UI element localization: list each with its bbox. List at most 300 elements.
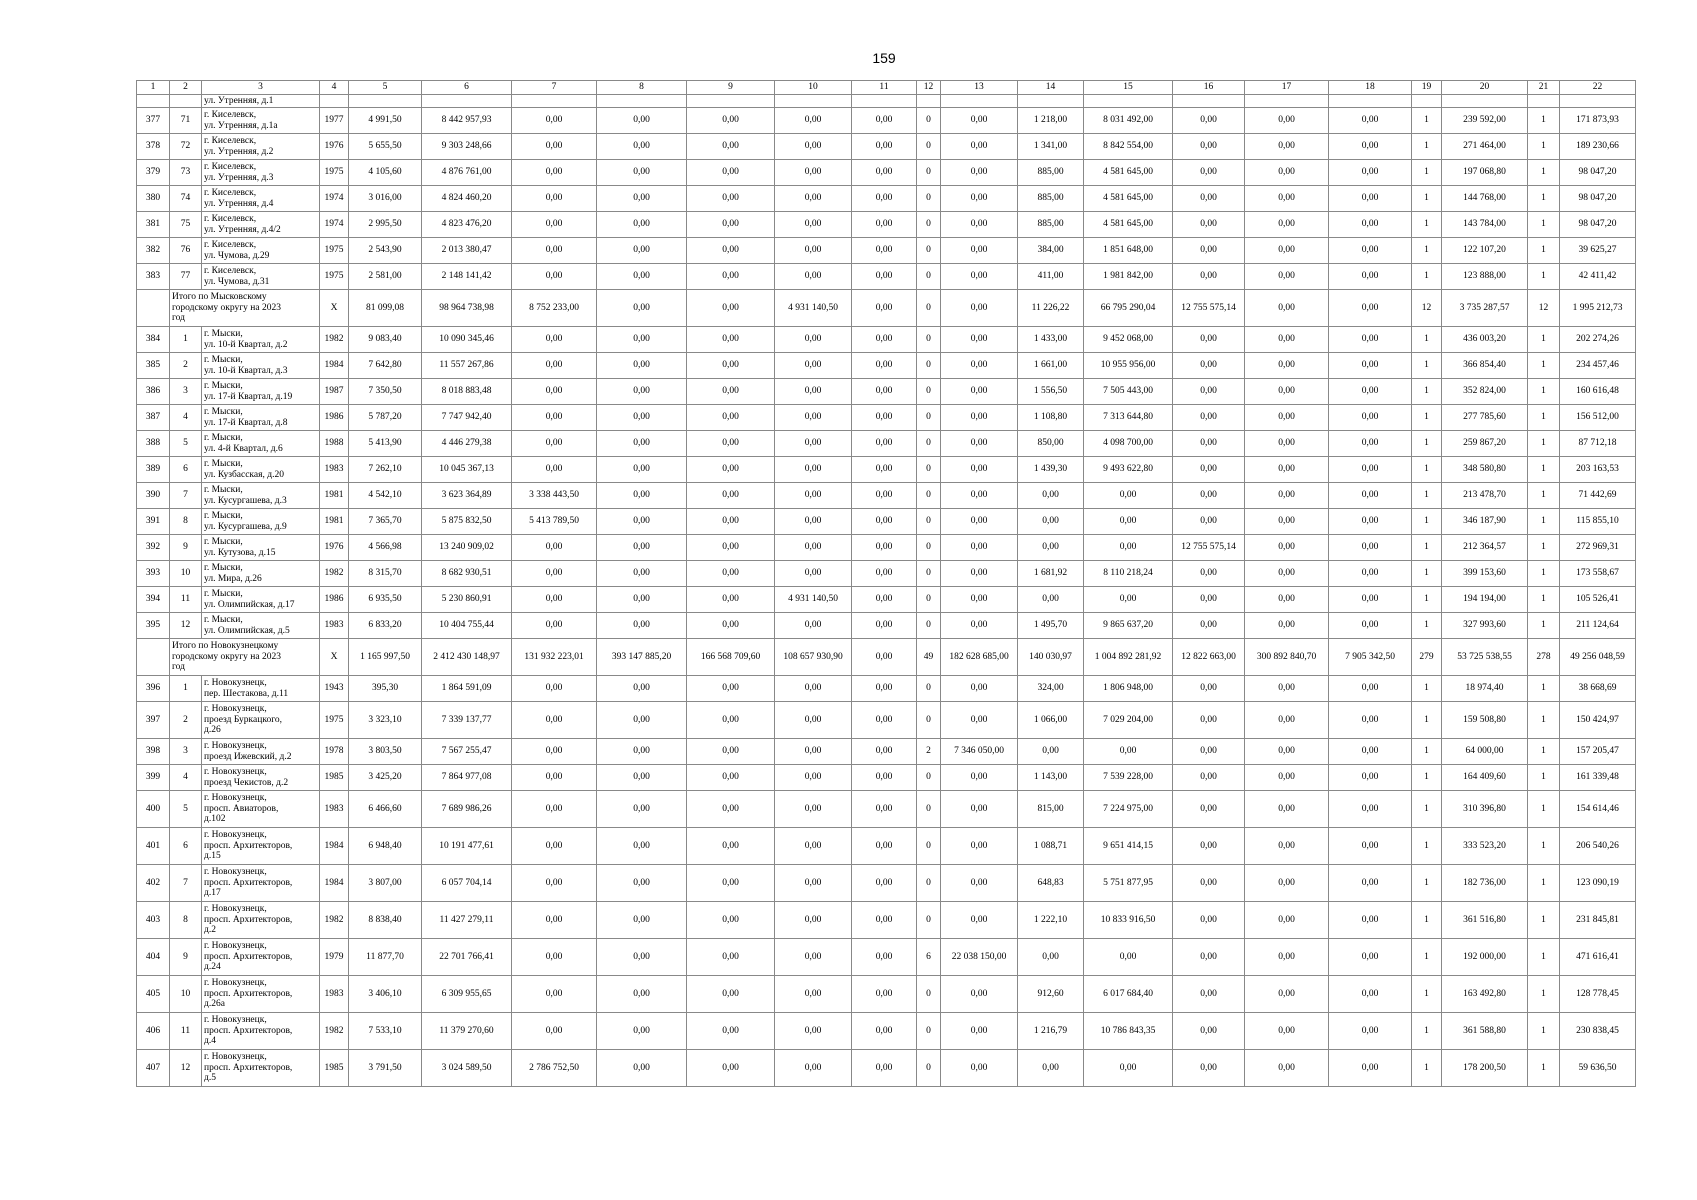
value-cell: 194 194,00: [1442, 587, 1528, 613]
continuation-row: [137, 95, 1636, 108]
value-cell: 0,00: [775, 902, 852, 939]
address-line: г. Новокузнецк,: [204, 830, 267, 841]
value-cell: 12 755 575,14: [1173, 290, 1245, 327]
address-line: г. Новокузнецк,: [204, 941, 267, 952]
table-row: [137, 327, 1636, 353]
value-cell: 0,00: [597, 702, 687, 739]
table-row: [137, 1013, 1636, 1050]
value-cell: 912,60: [1018, 976, 1084, 1013]
value-cell: 1984: [320, 828, 349, 865]
value-cell: 1: [1528, 1013, 1560, 1050]
value-cell: 8 842 554,00: [1084, 134, 1173, 160]
value-cell: 10 404 755,44: [422, 613, 512, 639]
column-header-1: 1: [137, 81, 170, 95]
value-cell: 0,00: [1245, 238, 1329, 264]
value-cell: 1: [1528, 613, 1560, 639]
value-cell: 6 466,60: [349, 791, 422, 828]
row-number-cell: 381: [137, 212, 170, 238]
value-cell: 0,00: [852, 702, 917, 739]
value-cell: 411,00: [1018, 264, 1084, 290]
value-cell: 0,00: [687, 865, 775, 902]
value-cell: 1943: [320, 676, 349, 702]
address-line: г. Мыски,: [204, 511, 243, 521]
address-line: ул. Утренняя, д.3: [204, 172, 274, 183]
row-number-cell: [137, 639, 170, 676]
column-header-9: 9: [687, 81, 775, 95]
value-cell: 22 701 766,41: [422, 939, 512, 976]
value-cell: 0,00: [687, 405, 775, 431]
value-cell: 8 110 218,24: [1084, 561, 1173, 587]
page-number: 159: [872, 50, 896, 66]
address-line: г. Киселевск,: [204, 240, 257, 250]
value-cell: 0,00: [1245, 509, 1329, 535]
value-cell: 0,00: [941, 828, 1018, 865]
address-cell: [202, 739, 320, 765]
row-number-cell: 398: [137, 739, 170, 765]
value-cell: 1: [1412, 1013, 1442, 1050]
value-cell: 0,00: [597, 902, 687, 939]
value-cell: 8 752 233,00: [512, 290, 597, 327]
value-cell: 7 689 986,26: [422, 791, 512, 828]
address-line: г. Новокузнецк,: [204, 793, 267, 804]
local-number-cell: 4: [170, 405, 202, 431]
local-number-cell: 71: [170, 108, 202, 134]
value-cell: 0,00: [852, 613, 917, 639]
value-cell: 1: [1412, 765, 1442, 791]
value-cell: 197 068,80: [1442, 160, 1528, 186]
address-cell: [202, 791, 320, 828]
value-cell: 1 995 212,73: [1560, 290, 1636, 327]
value-cell: 1: [1412, 535, 1442, 561]
value-cell: 0,00: [1329, 483, 1412, 509]
value-cell: 0,00: [1245, 939, 1329, 976]
value-cell: 1 806 948,00: [1084, 676, 1173, 702]
address-line: г. Киселевск,: [204, 214, 257, 224]
value-cell: 1976: [320, 134, 349, 160]
row-number-cell: 396: [137, 676, 170, 702]
value-cell: 0,00: [852, 186, 917, 212]
address-cell: [202, 1013, 320, 1050]
address-line: г. Новокузнецк,: [204, 1015, 267, 1026]
value-cell: 189 230,66: [1560, 134, 1636, 160]
table-row: [137, 902, 1636, 939]
value-cell: 0,00: [687, 828, 775, 865]
local-number-cell: 3: [170, 379, 202, 405]
address-cell: [202, 509, 320, 535]
value-cell: 0,00: [775, 186, 852, 212]
value-cell: 0,00: [941, 1013, 1018, 1050]
value-cell: 1: [1528, 791, 1560, 828]
value-cell: 1: [1412, 939, 1442, 976]
value-cell: 0,00: [597, 160, 687, 186]
value-cell: 0,00: [775, 108, 852, 134]
value-cell: 1: [1528, 160, 1560, 186]
value-cell: 1983: [320, 791, 349, 828]
value-cell: 5 655,50: [349, 134, 422, 160]
value-cell: 98 047,20: [1560, 212, 1636, 238]
address-line: ул. 4-й Квартал, д.6: [204, 443, 283, 454]
address-cell: [202, 613, 320, 639]
address-cell: [202, 939, 320, 976]
value-cell: 173 558,67: [1560, 561, 1636, 587]
address-cell: [202, 160, 320, 186]
row-number-cell: 394: [137, 587, 170, 613]
value-cell: 0,00: [1245, 702, 1329, 739]
local-number-cell: 3: [170, 739, 202, 765]
column-header-2: 2: [170, 81, 202, 95]
value-cell: 1 433,00: [1018, 327, 1084, 353]
value-cell: 0,00: [852, 939, 917, 976]
value-cell: 0,00: [1173, 676, 1245, 702]
value-cell: 0,00: [687, 483, 775, 509]
local-number-cell: 73: [170, 160, 202, 186]
value-cell: 160 616,48: [1560, 379, 1636, 405]
value-cell: 0,00: [1084, 1050, 1173, 1087]
local-number-cell: 11: [170, 587, 202, 613]
value-cell: 5 413,90: [349, 431, 422, 457]
address-line: ул. Олимпийская, д.5: [204, 625, 290, 636]
value-cell: 0,00: [1173, 902, 1245, 939]
empty-cell: [1173, 95, 1245, 108]
value-cell: 1: [1528, 561, 1560, 587]
value-cell: 278: [1528, 639, 1560, 676]
value-cell: 0,00: [687, 212, 775, 238]
address-line: г. Мыски,: [204, 355, 243, 365]
value-cell: 202 274,26: [1560, 327, 1636, 353]
address-cell: [202, 976, 320, 1013]
value-cell: 0,00: [1245, 327, 1329, 353]
value-cell: 0,00: [512, 561, 597, 587]
value-cell: 0,00: [852, 865, 917, 902]
address-cell: [202, 95, 320, 108]
empty-cell: [320, 95, 349, 108]
value-cell: 1981: [320, 483, 349, 509]
row-number-cell: 385: [137, 353, 170, 379]
value-cell: 0,00: [852, 405, 917, 431]
empty-cell: [917, 95, 941, 108]
table-row: [137, 676, 1636, 702]
value-cell: 122 107,20: [1442, 238, 1528, 264]
value-cell: 0: [917, 483, 941, 509]
value-cell: 0,00: [1084, 739, 1173, 765]
value-cell: 123 888,00: [1442, 264, 1528, 290]
column-header-10: 10: [775, 81, 852, 95]
address-line: городскому округу на 2023: [172, 302, 281, 313]
value-cell: 1: [1412, 160, 1442, 186]
value-cell: 0,00: [775, 976, 852, 1013]
value-cell: 0,00: [597, 186, 687, 212]
value-cell: 0,00: [597, 509, 687, 535]
value-cell: 1: [1412, 431, 1442, 457]
address-line: д.5: [204, 1073, 216, 1084]
value-cell: 436 003,20: [1442, 327, 1528, 353]
table-row: [137, 976, 1636, 1013]
value-cell: 13 240 909,02: [422, 535, 512, 561]
value-cell: 648,83: [1018, 865, 1084, 902]
value-cell: 0,00: [941, 457, 1018, 483]
value-cell: 12: [1528, 290, 1560, 327]
value-cell: 0: [917, 134, 941, 160]
value-cell: 0,00: [1173, 739, 1245, 765]
value-cell: 0,00: [941, 431, 1018, 457]
value-cell: 0: [917, 509, 941, 535]
value-cell: 9 493 622,80: [1084, 457, 1173, 483]
column-header-3: 3: [202, 81, 320, 95]
local-number-cell: 7: [170, 483, 202, 509]
value-cell: 1985: [320, 1050, 349, 1087]
value-cell: 399 153,60: [1442, 561, 1528, 587]
value-cell: 0,00: [597, 976, 687, 1013]
value-cell: 156 512,00: [1560, 405, 1636, 431]
value-cell: 81 099,08: [349, 290, 422, 327]
value-cell: 1: [1412, 379, 1442, 405]
value-cell: 0,00: [1173, 108, 1245, 134]
value-cell: 0,00: [687, 353, 775, 379]
value-cell: 0,00: [1018, 1050, 1084, 1087]
value-cell: 0,00: [1329, 134, 1412, 160]
empty-cell: [349, 95, 422, 108]
address-line: ул. Утренняя, д.4: [204, 198, 274, 209]
address-line: ул. Олимпийская, д.17: [204, 599, 295, 610]
value-cell: 1: [1412, 613, 1442, 639]
value-cell: X: [320, 290, 349, 327]
address-line: ул. Кузбасская, д.20: [204, 469, 284, 480]
value-cell: 0,00: [1245, 1050, 1329, 1087]
empty-cell: [1560, 95, 1636, 108]
value-cell: 272 969,31: [1560, 535, 1636, 561]
value-cell: 0,00: [1245, 379, 1329, 405]
column-header-15: 15: [1084, 81, 1173, 95]
column-header-4: 4: [320, 81, 349, 95]
value-cell: 11 877,70: [349, 939, 422, 976]
address-line: год: [172, 662, 185, 673]
address-cell: [202, 238, 320, 264]
value-cell: 1 341,00: [1018, 134, 1084, 160]
row-number-cell: 404: [137, 939, 170, 976]
local-number-cell: 5: [170, 791, 202, 828]
value-cell: 6: [917, 939, 941, 976]
value-cell: 1975: [320, 264, 349, 290]
value-cell: 1: [1412, 587, 1442, 613]
value-cell: 1975: [320, 702, 349, 739]
value-cell: 0,00: [687, 976, 775, 1013]
value-cell: 0,00: [1173, 828, 1245, 865]
value-cell: 166 568 709,60: [687, 639, 775, 676]
value-cell: 0,00: [1245, 457, 1329, 483]
value-cell: 1: [1528, 431, 1560, 457]
value-cell: 1: [1528, 212, 1560, 238]
value-cell: 1986: [320, 405, 349, 431]
value-cell: 0,00: [852, 327, 917, 353]
column-header-6: 6: [422, 81, 512, 95]
column-header-19: 19: [1412, 81, 1442, 95]
table-row: [137, 457, 1636, 483]
row-number-cell: 387: [137, 405, 170, 431]
table-row: [137, 264, 1636, 290]
value-cell: 98 047,20: [1560, 160, 1636, 186]
value-cell: 0,00: [941, 405, 1018, 431]
value-cell: 0,00: [687, 327, 775, 353]
value-cell: 0,00: [1173, 186, 1245, 212]
row-number-cell: 395: [137, 613, 170, 639]
value-cell: 0,00: [512, 327, 597, 353]
value-cell: 1: [1528, 535, 1560, 561]
value-cell: 1 661,00: [1018, 353, 1084, 379]
address-cell: [202, 587, 320, 613]
column-header-14: 14: [1018, 81, 1084, 95]
value-cell: 0,00: [1329, 212, 1412, 238]
value-cell: 1: [1412, 865, 1442, 902]
value-cell: 0,00: [1173, 976, 1245, 1013]
value-cell: 395,30: [349, 676, 422, 702]
value-cell: 66 795 290,04: [1084, 290, 1173, 327]
row-number-cell: 393: [137, 561, 170, 587]
value-cell: 885,00: [1018, 186, 1084, 212]
address-line: проезд Чекистов, д.2: [204, 777, 289, 788]
value-cell: 1 439,30: [1018, 457, 1084, 483]
value-cell: 1: [1412, 134, 1442, 160]
address-line: г. Новокузнецк,: [204, 704, 267, 715]
value-cell: 2 581,00: [349, 264, 422, 290]
value-cell: 163 492,80: [1442, 976, 1528, 1013]
value-cell: 0,00: [941, 379, 1018, 405]
value-cell: 0: [917, 212, 941, 238]
value-cell: 1: [1412, 108, 1442, 134]
value-cell: 0: [917, 108, 941, 134]
value-cell: 1: [1412, 739, 1442, 765]
value-cell: 0,00: [941, 134, 1018, 160]
address-line: д.15: [204, 851, 221, 862]
address-line: Итого по Мысковскому: [172, 292, 267, 303]
value-cell: 22 038 150,00: [941, 939, 1018, 976]
value-cell: 0,00: [687, 160, 775, 186]
value-cell: 0,00: [687, 535, 775, 561]
value-cell: 0,00: [1245, 587, 1329, 613]
value-cell: 9 083,40: [349, 327, 422, 353]
value-cell: 3 016,00: [349, 186, 422, 212]
value-cell: 42 411,42: [1560, 264, 1636, 290]
value-cell: 0,00: [1173, 134, 1245, 160]
table-row: [137, 405, 1636, 431]
subtotal-label: [170, 639, 320, 676]
value-cell: 211 124,64: [1560, 613, 1636, 639]
address-line: просп. Архитекторов,: [204, 914, 293, 925]
value-cell: 1984: [320, 353, 349, 379]
value-cell: 0,00: [687, 902, 775, 939]
value-cell: 0,00: [1329, 160, 1412, 186]
value-cell: 1 216,79: [1018, 1013, 1084, 1050]
row-number-cell: [137, 95, 170, 108]
value-cell: 123 090,19: [1560, 865, 1636, 902]
value-cell: 7 262,10: [349, 457, 422, 483]
address-line: ул. 17-й Квартал, д.19: [204, 391, 293, 402]
value-cell: 230 838,45: [1560, 1013, 1636, 1050]
value-cell: 59 636,50: [1560, 1050, 1636, 1087]
value-cell: 0,00: [1084, 587, 1173, 613]
value-cell: 1: [1412, 676, 1442, 702]
address-cell: [202, 379, 320, 405]
value-cell: 0: [917, 431, 941, 457]
value-cell: 1975: [320, 238, 349, 264]
value-cell: 0: [917, 791, 941, 828]
value-cell: 300 892 840,70: [1245, 639, 1329, 676]
value-cell: 0,00: [597, 1013, 687, 1050]
value-cell: 1 088,71: [1018, 828, 1084, 865]
value-cell: 0,00: [852, 639, 917, 676]
value-cell: 7 747 942,40: [422, 405, 512, 431]
value-cell: 4 823 476,20: [422, 212, 512, 238]
value-cell: 0,00: [512, 379, 597, 405]
address-line: г. Новокузнецк,: [204, 867, 267, 878]
value-cell: 0,00: [512, 186, 597, 212]
value-cell: 0,00: [852, 902, 917, 939]
value-cell: 0,00: [775, 431, 852, 457]
value-cell: 0,00: [512, 976, 597, 1013]
value-cell: 0,00: [687, 939, 775, 976]
value-cell: 144 768,00: [1442, 186, 1528, 212]
value-cell: 0,00: [512, 676, 597, 702]
value-cell: 0: [917, 702, 941, 739]
address-line: д.4: [204, 1036, 216, 1047]
value-cell: 0,00: [512, 212, 597, 238]
value-cell: 1983: [320, 613, 349, 639]
value-cell: 64 000,00: [1442, 739, 1528, 765]
value-cell: 4 581 645,00: [1084, 160, 1173, 186]
value-cell: 143 784,00: [1442, 212, 1528, 238]
value-cell: 0,00: [852, 238, 917, 264]
value-cell: 0,00: [775, 212, 852, 238]
value-cell: 3 323,10: [349, 702, 422, 739]
value-cell: 0,00: [687, 457, 775, 483]
table-row: [137, 509, 1636, 535]
value-cell: 1: [1412, 186, 1442, 212]
value-cell: 1987: [320, 379, 349, 405]
value-cell: 1: [1412, 238, 1442, 264]
row-number-cell: 386: [137, 379, 170, 405]
value-cell: 1 556,50: [1018, 379, 1084, 405]
address-line: д.17: [204, 888, 221, 899]
address-line: просп. Архитекторов,: [204, 877, 293, 888]
value-cell: 393 147 885,20: [597, 639, 687, 676]
local-number-cell: 76: [170, 238, 202, 264]
value-cell: 348 580,80: [1442, 457, 1528, 483]
value-cell: 0,00: [1245, 1013, 1329, 1050]
value-cell: 0,00: [775, 702, 852, 739]
value-cell: 0,00: [597, 134, 687, 160]
value-cell: 815,00: [1018, 791, 1084, 828]
table-row: [137, 1050, 1636, 1087]
column-header-18: 18: [1329, 81, 1412, 95]
value-cell: 1984: [320, 865, 349, 902]
value-cell: 0,00: [1329, 186, 1412, 212]
value-cell: 182 736,00: [1442, 865, 1528, 902]
local-number-cell: 2: [170, 702, 202, 739]
value-cell: 157 205,47: [1560, 739, 1636, 765]
value-cell: 12: [1412, 290, 1442, 327]
value-cell: 1: [1528, 108, 1560, 134]
local-number-cell: 75: [170, 212, 202, 238]
value-cell: 0,00: [1329, 327, 1412, 353]
value-cell: 1974: [320, 186, 349, 212]
local-number-cell: 9: [170, 939, 202, 976]
local-number-cell: 10: [170, 976, 202, 1013]
value-cell: 0,00: [941, 238, 1018, 264]
empty-cell: [1084, 95, 1173, 108]
value-cell: 1 143,00: [1018, 765, 1084, 791]
value-cell: 2 786 752,50: [512, 1050, 597, 1087]
address-line: просп. Архитекторов,: [204, 988, 293, 999]
value-cell: 0,00: [775, 509, 852, 535]
